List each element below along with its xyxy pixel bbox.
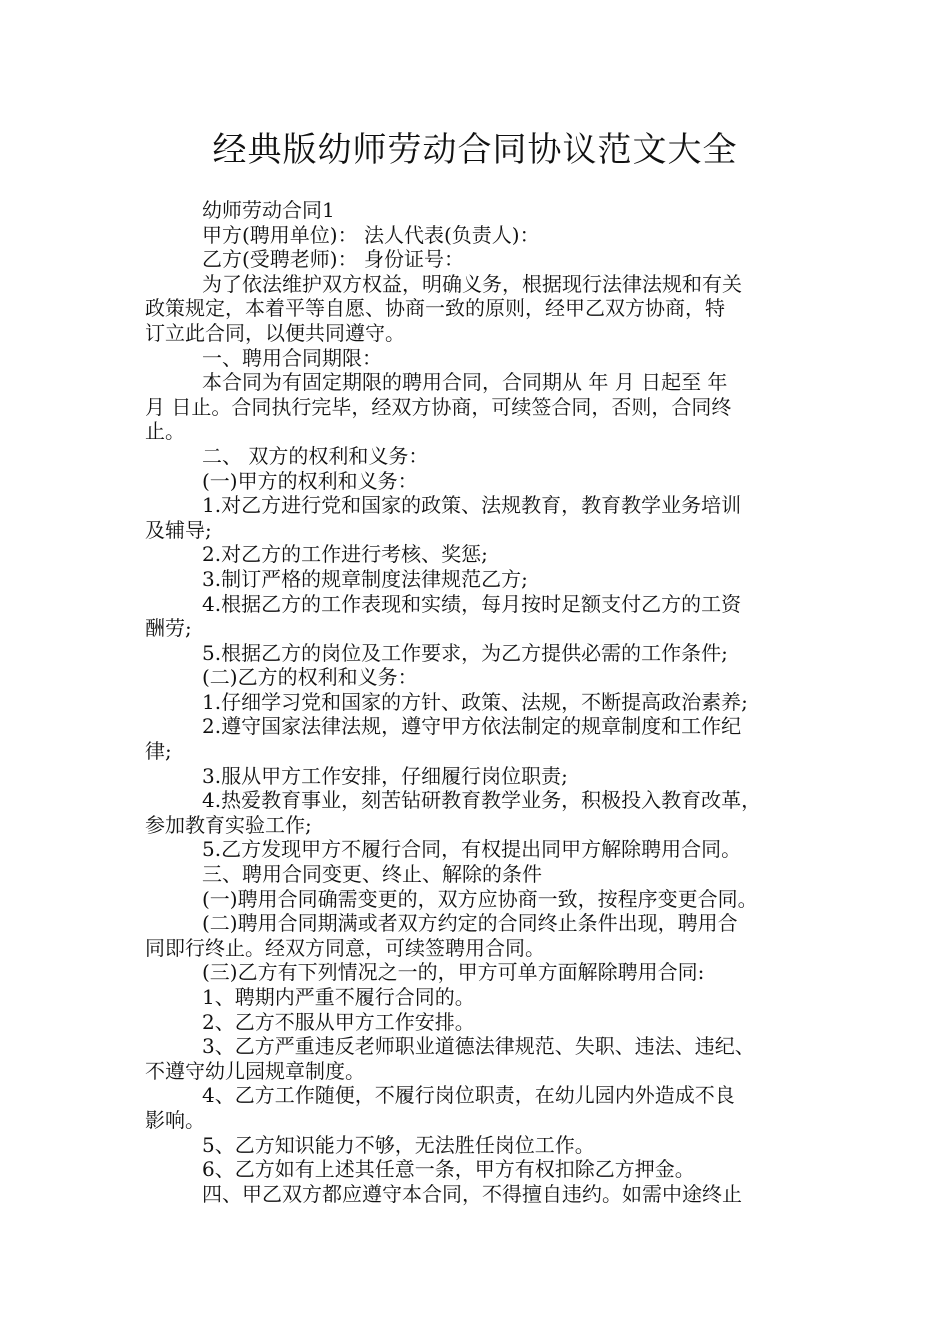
paragraph-line: 一、聘用合同期限： [202,345,382,370]
paragraph-line: (二)聘用合同期满或者双方约定的合同终止条件出现，聘用合 [202,911,738,936]
paragraph-line: 四、甲乙双方都应遵守本合同，不得擅自违约。如需中途终止 [202,1181,742,1206]
paragraph-line: 4、乙方工作随便，不履行岗位职责，在幼儿园内外造成不良 [202,1083,735,1108]
paragraph-line: 参加教育实验工作; [145,812,312,837]
paragraph-line: 1、聘期内严重不履行合同的。 [202,985,475,1009]
paragraph-line: 6、乙方如有上述其任意一条，甲方有权扣除乙方押金。 [202,1157,695,1182]
paragraph-line: 二、 双方的权利和义务： [202,443,429,468]
document-title: 经典版幼师劳动合同协议范文大全 [212,130,738,170]
paragraph-line: (三)乙方有下列情况之一的，甲方可单方面解除聘用合同: [202,960,705,985]
paragraph-line: (一)聘用合同确需变更的，双方应协商一致，按程序变更合同。 [202,886,758,911]
paragraph-line: 2、乙方不服从甲方工作安排。 [202,1009,475,1034]
paragraph-line: 及辅导; [145,517,212,542]
paragraph-line: 律; [145,739,172,764]
paragraph-line: 月 日止。合同执行完毕，经双方协商，可续签合同，否则，合同终 [145,394,732,419]
paragraph-line: 乙方(受聘老师)： 身份证号： [202,247,464,272]
paragraph-line: (二)乙方的权利和义务： [202,665,418,690]
paragraph-line: 酬劳; [145,616,192,641]
paragraph-line: 3.服从甲方工作安排，仔细履行岗位职责; [202,763,568,788]
paragraph-line: 本合同为有固定期限的聘用合同，合同期从 年 月 日起至 年 [202,370,728,395]
paragraph-line: 不遵守幼儿园规章制度。 [145,1058,365,1083]
paragraph-line: 甲方(聘用单位)： 法人代表(负责人)： [202,222,540,247]
document-body [145,198,825,1206]
paragraph-line: 同即行终止。经双方同意，可续签聘用合同。 [145,935,545,960]
paragraph-line: 幼师劳动合同1 [202,198,335,222]
paragraph-line: 4.热爱教育事业，刻苦钻研教育教学业务，积极投入教育改革， [202,788,762,813]
paragraph-line: 1.对乙方进行党和国家的政策、法规教育，教育教学业务培训 [202,493,742,518]
paragraph-line: 三、聘用合同变更、终止、解除的条件 [202,862,542,887]
paragraph-line: 政策规定，本着平等自愿、协商一致的原则，经甲乙双方协商，特 [145,296,725,321]
paragraph-line: 5、乙方知识能力不够，无法胜任岗位工作。 [202,1132,595,1157]
paragraph-line: 4.根据乙方的工作表现和实绩，每月按时足额支付乙方的工资 [202,591,742,616]
paragraph-line: 止。 [145,419,185,444]
paragraph-line: 3、乙方严重违反老师职业道德法律规范、失职、违法、违纪、 [202,1034,755,1059]
paragraph-line: 3.制订严格的规章制度法律规范乙方; [202,566,528,591]
paragraph-line: 5.根据乙方的岗位及工作要求，为乙方提供必需的工作条件; [202,640,728,665]
paragraph-line: 1.仔细学习党和国家的方针、政策、法规，不断提高政治素养; [202,689,748,714]
paragraph-line: 5.乙方发现甲方不履行合同，有权提出同甲方解除聘用合同。 [202,837,742,862]
paragraph-line: 2.遵守国家法律法规，遵守甲方依法制定的规章制度和工作纪 [202,714,742,739]
paragraph-line: 为了依法维护双方权益，明确义务，根据现行法律法规和有关 [202,271,742,296]
paragraph-line: 订立此合同，以便共同遵守。 [145,320,405,345]
paragraph-line: 2.对乙方的工作进行考核、奖惩; [202,542,488,567]
paragraph-line: (一)甲方的权利和义务： [202,468,418,493]
paragraph-line: 影响。 [145,1107,205,1132]
